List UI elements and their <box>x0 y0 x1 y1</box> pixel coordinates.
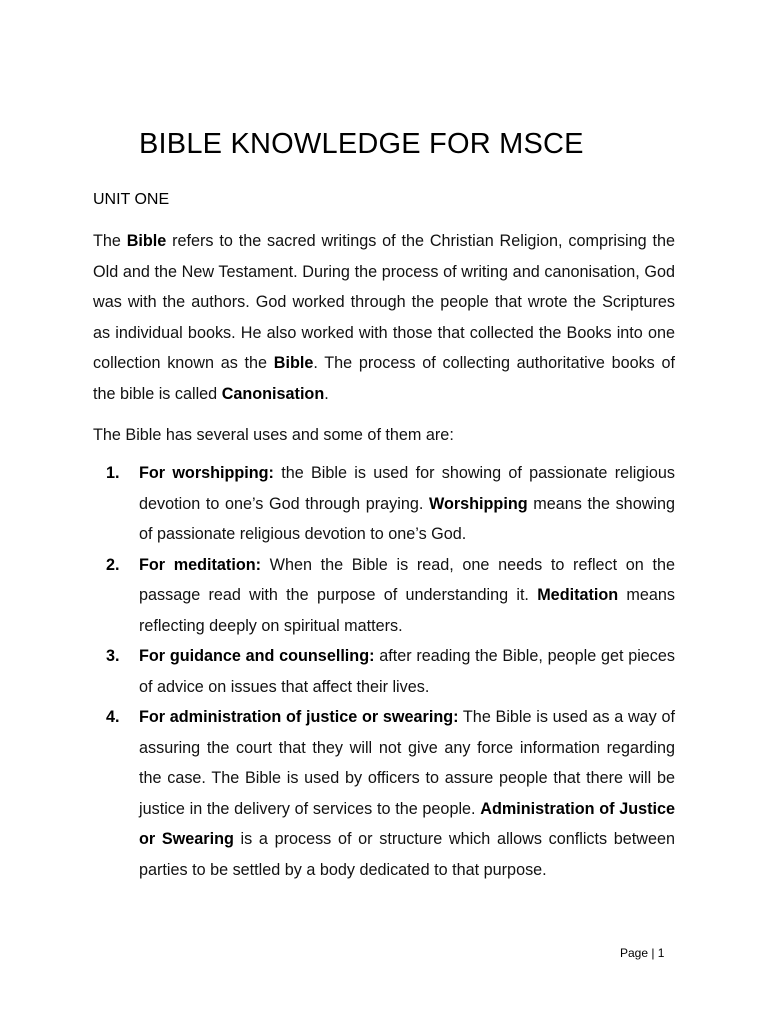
unit-heading: UNIT ONE <box>93 191 170 208</box>
list-item-bold-term: Administration of Justice or Swearing <box>139 799 675 848</box>
list-item-text: the Bible is used for showing of passionate religious devotion to one’s God through praying. <box>139 464 675 513</box>
uses-intro: The Bible has several uses and some of them are: <box>93 426 454 444</box>
intro-text: . The process of collecting authoritative books of the bible is called <box>93 354 675 403</box>
list-item-bold-term: Worshipping <box>428 494 528 513</box>
list-item-text: means the showing of passionate religious devotion to one’s God. <box>139 494 675 543</box>
list-item-text: is a process of or structure which allows conflicts between parties to be settled by a body dedicated to that purpose. <box>139 830 675 879</box>
intro-paragraph <box>93 226 675 409</box>
list-item-term: For guidance and counselling: <box>139 647 375 665</box>
list-item-number: 4. <box>106 708 120 726</box>
list-item-bold-term: Meditation <box>537 586 619 604</box>
list-item <box>106 550 675 642</box>
list-item <box>106 702 675 885</box>
intro-text: refers to the sacred writings of the Christian Religion, comprising the Old and the New Testament. During the process of writing and canonisation, God was with the authors. God worked through the people that wrote the Scriptures as individual books. He also worked with those that collected the Books into one collection known as the <box>93 232 675 372</box>
page-number: Page | 1 <box>620 946 665 960</box>
intro-text: . <box>324 384 329 403</box>
list-item-text: means reflecting deeply on spiritual matters. <box>139 586 675 635</box>
intro-bold-term: Canonisation <box>221 384 325 403</box>
list-item-term: For administration of justice or swearing: <box>139 708 459 726</box>
list-item-text: The Bible is used as a way of assuring the court that they will not give any force information regarding the case. The Bible is used by officers to assure people that there will be justice in the delivery of services to the people. <box>139 708 675 818</box>
document-title: BIBLE KNOWLEDGE FOR MSCE <box>139 128 584 160</box>
list-item-number: 3. <box>106 647 120 665</box>
list-item-number: 1. <box>106 464 120 482</box>
list-item-text: When the Bible is read, one needs to reflect on the passage read with the purpose of understanding it. <box>139 555 675 604</box>
uses-list <box>106 458 675 885</box>
intro-bold-term: Bible <box>273 354 314 372</box>
intro-bold-term: Bible <box>126 232 167 250</box>
list-item-number: 2. <box>106 555 120 574</box>
list-item-text: after reading the Bible, people get pieces of advice on issues that affect their lives. <box>139 647 675 696</box>
list-item-term: For meditation: <box>139 555 261 574</box>
list-item <box>106 458 675 550</box>
intro-text: The <box>93 232 127 250</box>
list-item-term: For worshipping: <box>139 464 274 482</box>
list-item <box>106 641 675 702</box>
